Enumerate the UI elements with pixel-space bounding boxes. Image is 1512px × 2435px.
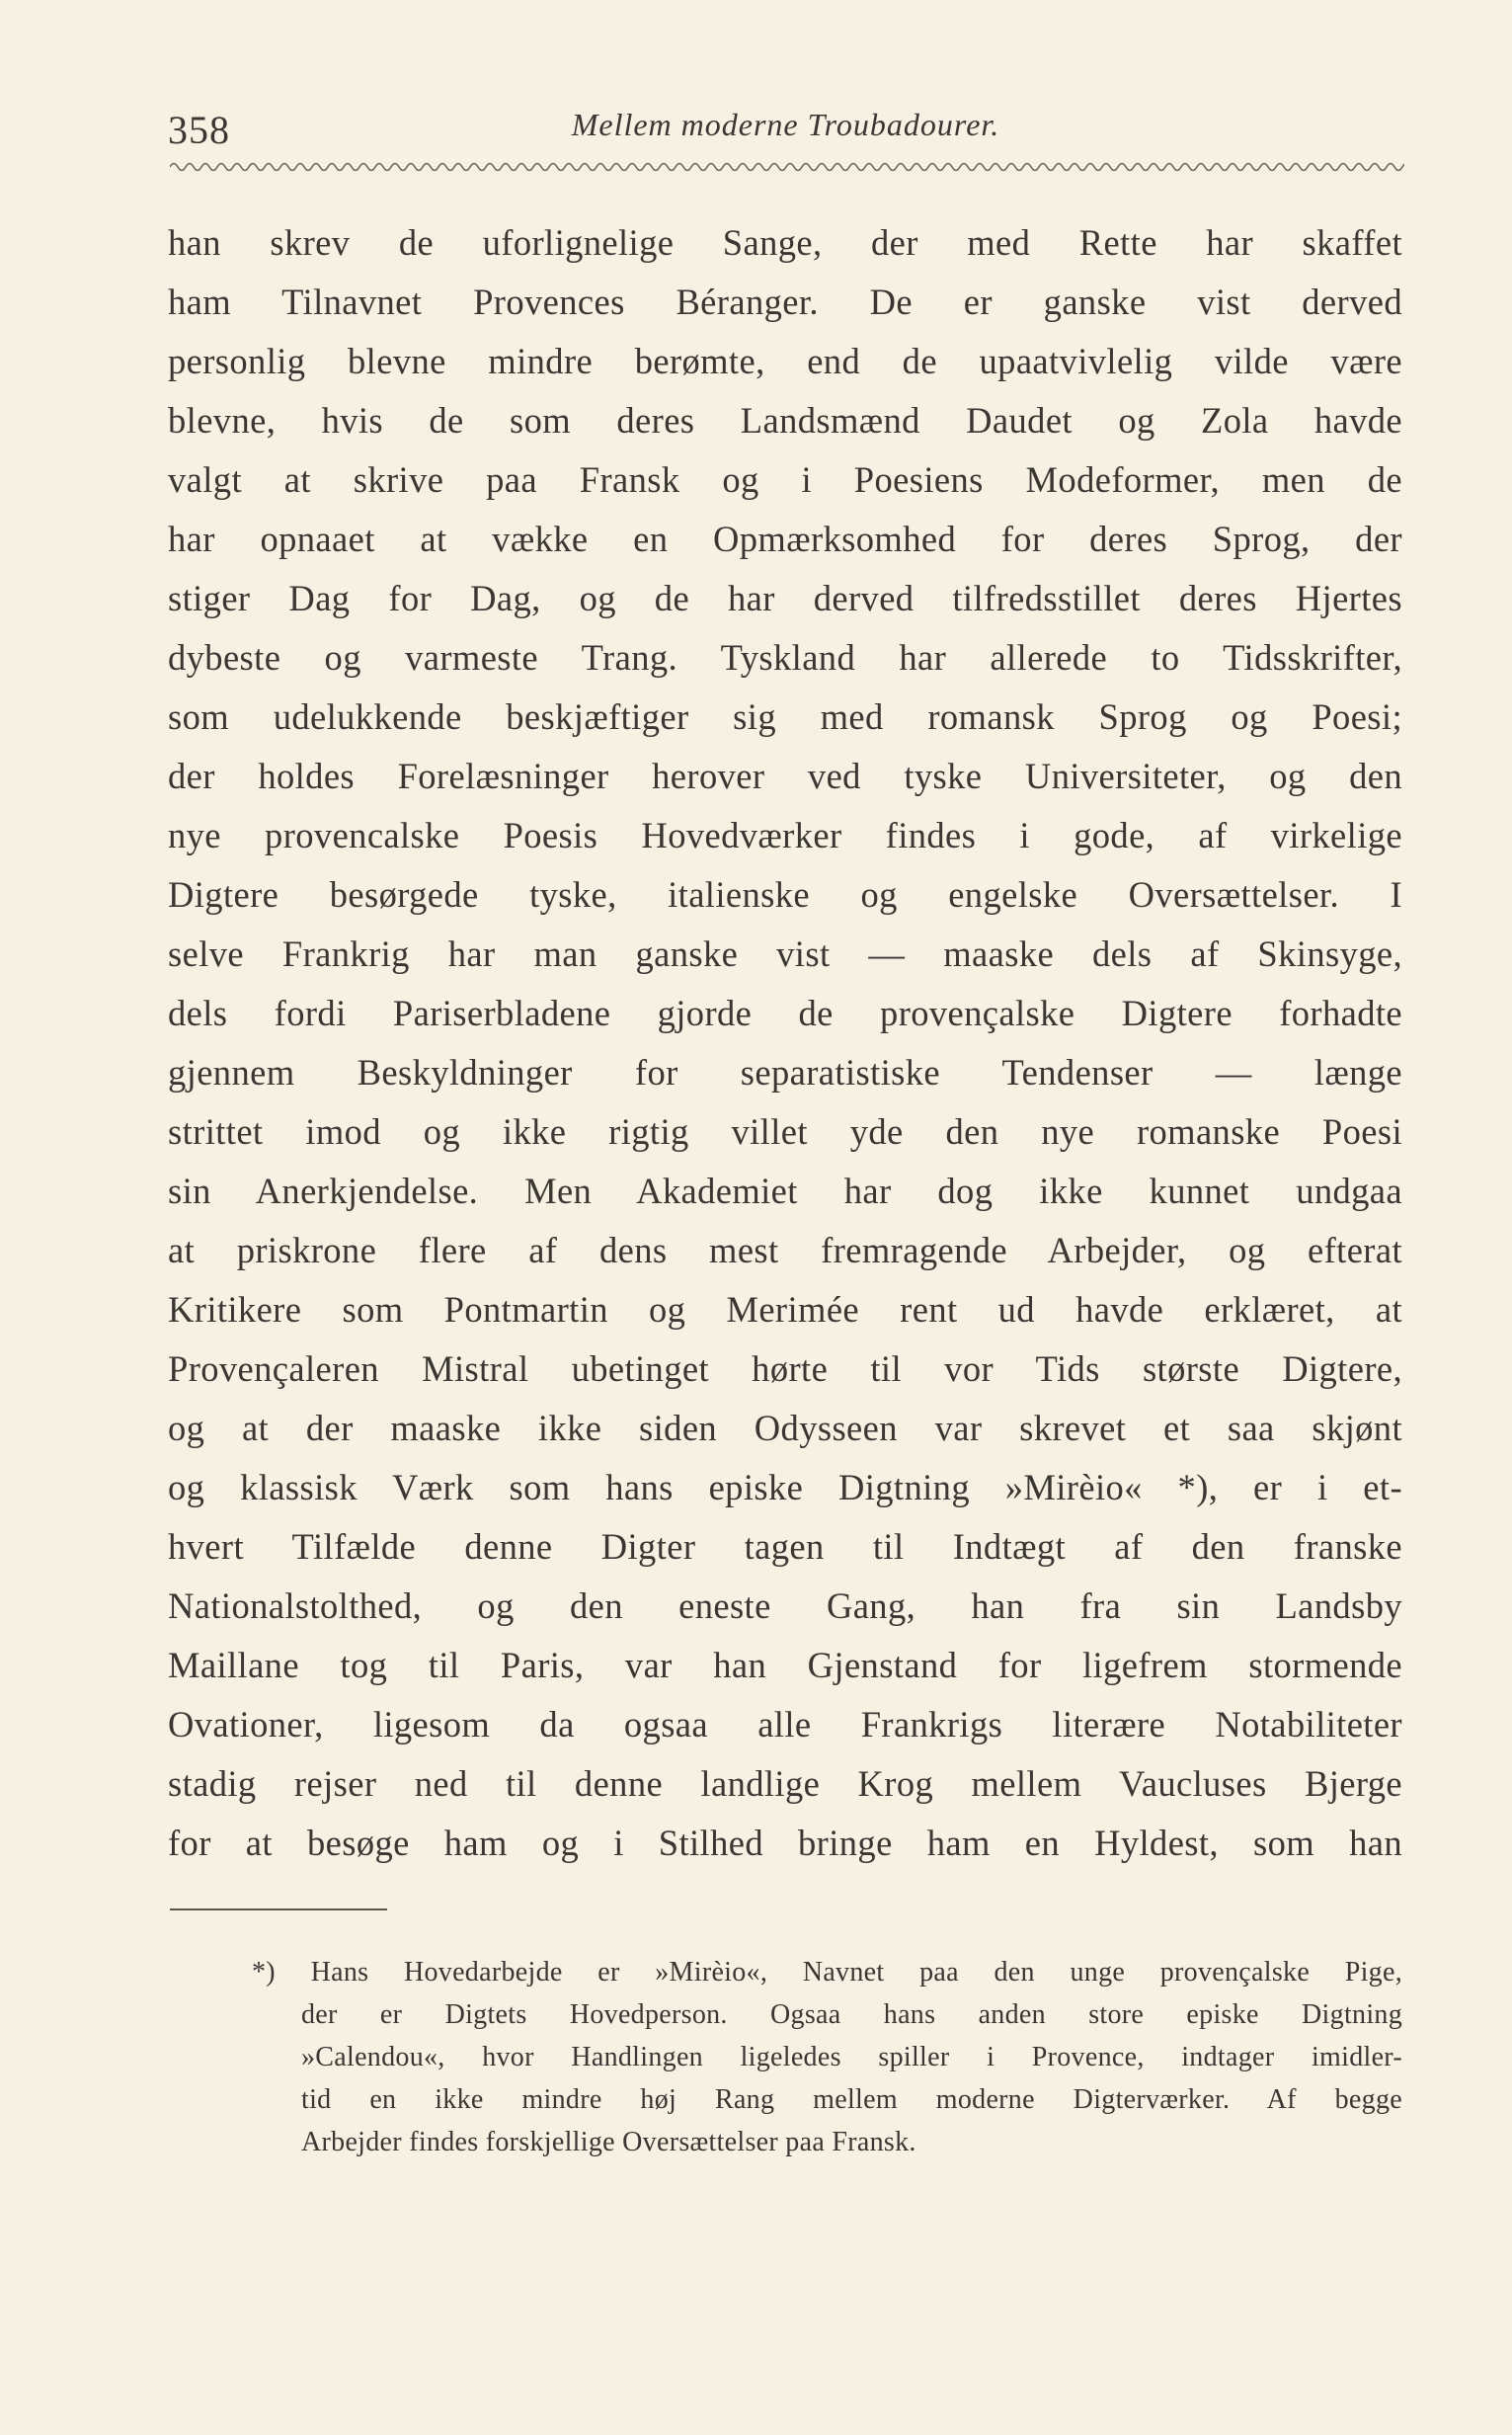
- body-line: har opnaaet at vække en Opmærksomhed for deres Sprog, der: [168, 519, 1402, 559]
- body-line: at priskrone flere af dens mest fremragende Arbejder, og efterat: [168, 1230, 1402, 1270]
- page-number: 358: [168, 108, 230, 152]
- body-line: han skrev de uforlignelige Sange, der med Rette har skaffet: [168, 222, 1402, 263]
- body-line: selve Frankrig har man ganske vist — maaske dels af Skinsyge,: [168, 933, 1402, 974]
- body-line: Digtere besørgede tyske, italienske og engelske Oversættelser. I: [168, 874, 1402, 915]
- body-text: [168, 213, 1402, 1873]
- body-line: blevne, hvis de som deres Landsmænd Daudet og Zola havde: [168, 400, 1402, 441]
- body-line: hvert Tilfælde denne Digter tagen til Indtægt af den franske: [168, 1526, 1402, 1567]
- footnote-line: »Calendou«, hvor Handlingen ligeledes spiller i Provence, indtager imidler-: [301, 2042, 1402, 2072]
- body-line: Provençaleren Mistral ubetinget hørte til vor Tids største Digtere,: [168, 1348, 1402, 1389]
- body-line: sin Anerkjendelse. Men Akademiet har dog ikke kunnet undgaa: [168, 1171, 1402, 1211]
- wavy-rule-ornament: [170, 156, 1404, 178]
- footnote-line: Arbejder findes forskjellige Oversættelser paa Fransk.: [301, 2127, 916, 2157]
- body-line: Nationalstolthed, og den eneste Gang, han fra sin Landsby: [168, 1585, 1402, 1626]
- body-line: Maillane tog til Paris, var han Gjenstand for ligefrem stormende: [168, 1645, 1402, 1685]
- footnote-line: tid en ikke mindre høj Rang mellem moderne Digterværker. Af begge: [301, 2084, 1402, 2115]
- body-line: som udelukkende beskjæftiger sig med romansk Sprog og Poesi;: [168, 696, 1402, 737]
- body-line: valgt at skrive paa Fransk og i Poesiens Modeformer, men de: [168, 459, 1402, 500]
- body-line: gjennem Beskyldninger for separatistiske Tendenser — længe: [168, 1052, 1402, 1093]
- footnote-line: *) Hans Hovedarbejde er »Mirèio«, Navnet paa den unge provençalske Pige,: [252, 1957, 1402, 1988]
- body-line: nye provencalske Poesis Hovedværker findes i gode, af virkelige: [168, 815, 1402, 855]
- body-line: dybeste og varmeste Trang. Tyskland har allerede to Tidsskrifter,: [168, 637, 1402, 678]
- body-line: Kritikere som Pontmartin og Merimée rent ud havde erklæret, at: [168, 1289, 1402, 1330]
- footnote-divider: [170, 1908, 387, 1910]
- body-line: stiger Dag for Dag, og de har derved tilfredsstillet deres Hjertes: [168, 578, 1402, 618]
- running-title: Mellem moderne Troubadourer.: [571, 107, 1000, 142]
- body-line: stadig rejser ned til denne landlige Krog mellem Vaucluses Bjerge: [168, 1763, 1402, 1804]
- body-line: Ovationer, ligesom da ogsaa alle Frankrigs literære Notabiliteter: [168, 1704, 1402, 1745]
- body-line: og klassisk Værk som hans episke Digtning »Mirèio« *), er i et-: [168, 1467, 1402, 1507]
- body-line: og at der maaske ikke siden Odysseen var skrevet et saa skjønt: [168, 1408, 1402, 1448]
- body-line: personlig blevne mindre berømte, end de upaatvivlelig vilde være: [168, 341, 1402, 381]
- body-line: strittet imod og ikke rigtig villet yde den nye romanske Poesi: [168, 1111, 1402, 1152]
- footnote: [252, 1951, 1402, 2163]
- body-line: for at besøge ham og i Stilhed bringe ham en Hyldest, som han: [168, 1823, 1402, 1863]
- body-line: der holdes Forelæsninger herover ved tyske Universiteter, og den: [168, 756, 1402, 796]
- footnote-line: der er Digtets Hovedperson. Ogsaa hans anden store episke Digtning: [301, 1999, 1402, 2030]
- body-line: ham Tilnavnet Provences Béranger. De er ganske vist derved: [168, 282, 1402, 322]
- body-line: dels fordi Pariserbladene gjorde de provençalske Digtere forhadte: [168, 993, 1402, 1033]
